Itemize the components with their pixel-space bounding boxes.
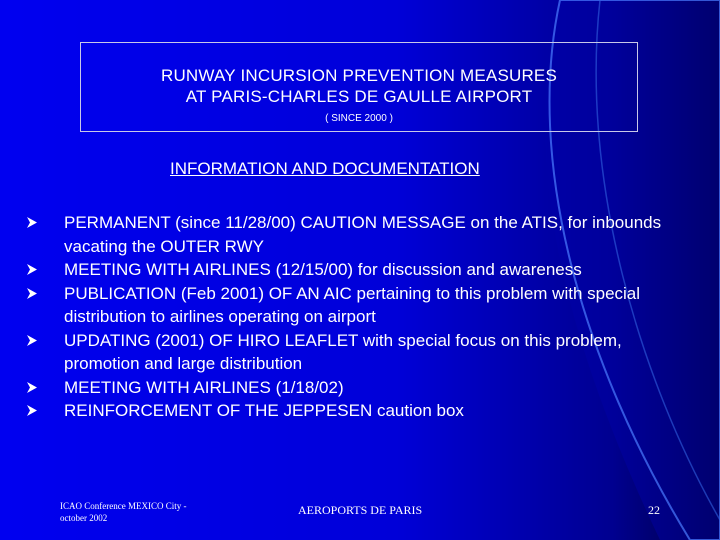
bullet-item <box>56 211 666 258</box>
bullet-text: UPDATING (2001) OF HIRO LEAFLET with special focus on this problem, promotion and large distribution <box>64 330 622 373</box>
arrow-bullet-icon <box>26 211 38 234</box>
title-line-1: RUNWAY INCURSION PREVENTION MEASURES <box>160 66 558 85</box>
bullet-list <box>56 211 666 423</box>
bullet-item <box>56 329 666 376</box>
section-heading: INFORMATION AND DOCUMENTATION <box>170 159 480 178</box>
bullet-text: REINFORCEMENT OF THE JEPPESEN caution box <box>64 401 464 420</box>
arrow-bullet-icon <box>26 329 38 352</box>
subtitle: ( SINCE 2000 ) <box>325 113 393 124</box>
arrow-bullet-icon <box>26 376 38 399</box>
arrow-bullet-icon <box>26 399 38 422</box>
bullet-item <box>56 376 666 400</box>
bullet-item <box>56 282 666 329</box>
title-line-2: AT PARIS-CHARLES DE GAULLE AIRPORT <box>185 87 533 106</box>
bullet-item <box>56 399 666 423</box>
arrow-bullet-icon <box>26 258 38 281</box>
footer-conference: ICAO Conference MEXICO City - october 2002 <box>60 501 187 523</box>
bullet-text: PUBLICATION (Feb 2001) OF AN AIC pertaining to this problem with special distribution to airlines operating on airport <box>64 283 641 326</box>
title-box <box>80 42 638 132</box>
bullet-text: PERMANENT (since 11/28/00) CAUTION MESSAGE on the ATIS, for inbounds vacating the OUTER RWY <box>64 213 662 256</box>
arrow-bullet-icon <box>26 282 38 305</box>
page-number: 22 <box>648 503 660 517</box>
footer-organization: AEROPORTS DE PARIS <box>298 503 423 517</box>
bullet-text: MEETING WITH AIRLINES (12/15/00) for discussion and awareness <box>64 260 582 279</box>
bullet-text: MEETING WITH AIRLINES (1/18/02) <box>64 377 344 397</box>
bullet-item <box>56 258 666 282</box>
